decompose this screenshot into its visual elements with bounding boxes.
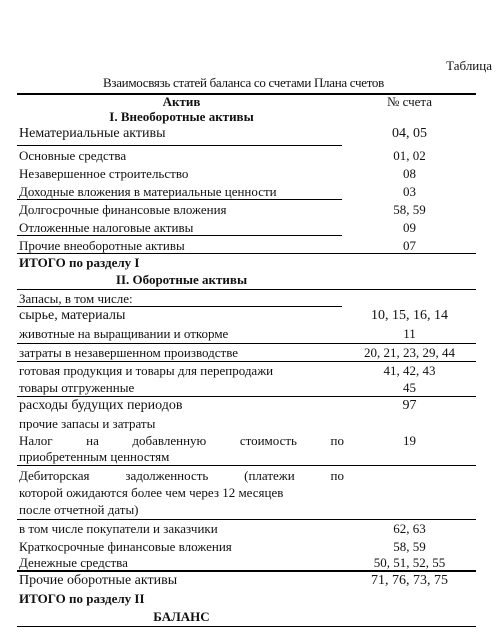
row-name: Краткосрочные финансовые вложения [19,539,232,554]
row-name: животные на выращивании и откорме [19,326,229,341]
row-name: Запасы, в том числе: [19,291,133,306]
row-name: расходы будущих периодов [19,398,183,413]
row-account: 19 [403,433,416,448]
row-account: 11 [403,326,416,341]
row-account: 71, 76, 73, 75 [371,573,448,588]
total1-label: ИТОГО по разделу I [19,255,140,270]
row-name: готовая продукция и товары для перепродажи [19,363,274,378]
row-name: Дебиторская задолженность (платежи по [19,468,344,483]
table-caption: Таблица [446,58,492,73]
row-name: после отчетной даты) [19,502,139,517]
row-account: 58, 59 [393,539,426,554]
row-name: сырье, материалы [19,308,126,323]
header-asset: Актив [162,94,201,109]
row-account: 01, 02 [393,148,426,163]
row-account: 07 [403,238,416,253]
row-name: Денежные средства [19,555,128,570]
row-account: 97 [402,398,417,413]
row-name: Отложенные налоговые активы [19,220,194,235]
section2-title: II. Оборотные активы [115,272,248,287]
row-name: в том числе покупатели и заказчики [19,521,218,536]
row-name: затраты в незавершенном производстве [19,345,239,360]
row-account: 50, 51, 52, 55 [373,555,446,570]
row-name: Нематериальные активы [19,126,166,141]
row-account: 62, 63 [393,521,426,536]
header-account: № счета [386,94,433,109]
row-name: товары отгруженные [19,380,135,395]
row-account: 58, 59 [393,202,426,217]
row-account: 04, 05 [392,126,427,141]
row-account: 45 [403,380,416,395]
row-name: Доходные вложения в материальные ценности [19,184,277,199]
row-name: Долгосрочные финансовые вложения [19,202,227,217]
row-account: 20, 21, 23, 29, 44 [364,345,455,360]
row-name: приобретенным ценностям [19,449,170,464]
table-title: Взаимосвязь статей баланса со счетами Плана счетов [103,75,384,90]
balance-label: БАЛАНС [153,609,210,624]
row-name: Прочие внеоборотные активы [19,238,185,253]
row-name: Основные средства [19,148,127,163]
row-name: которой ожидаются более чем через 12 месяцев [19,485,284,500]
row-account: 03 [403,184,416,199]
row-account: 10, 15, 16, 14 [371,308,448,323]
row-name: Прочие оборотные активы [19,573,178,588]
row-name: Налог на добавленную стоимость по [19,433,344,448]
section1-title: I. Внеоборотные активы [109,109,254,124]
row-account: 41, 42, 43 [383,363,436,378]
row-account: 09 [403,220,416,235]
row-name: Незавершенное строительство [19,166,189,181]
row-account: 08 [403,166,416,181]
total2-label: ИТОГО по разделу II [19,591,145,606]
row-name: прочие запасы и затраты [19,416,156,431]
